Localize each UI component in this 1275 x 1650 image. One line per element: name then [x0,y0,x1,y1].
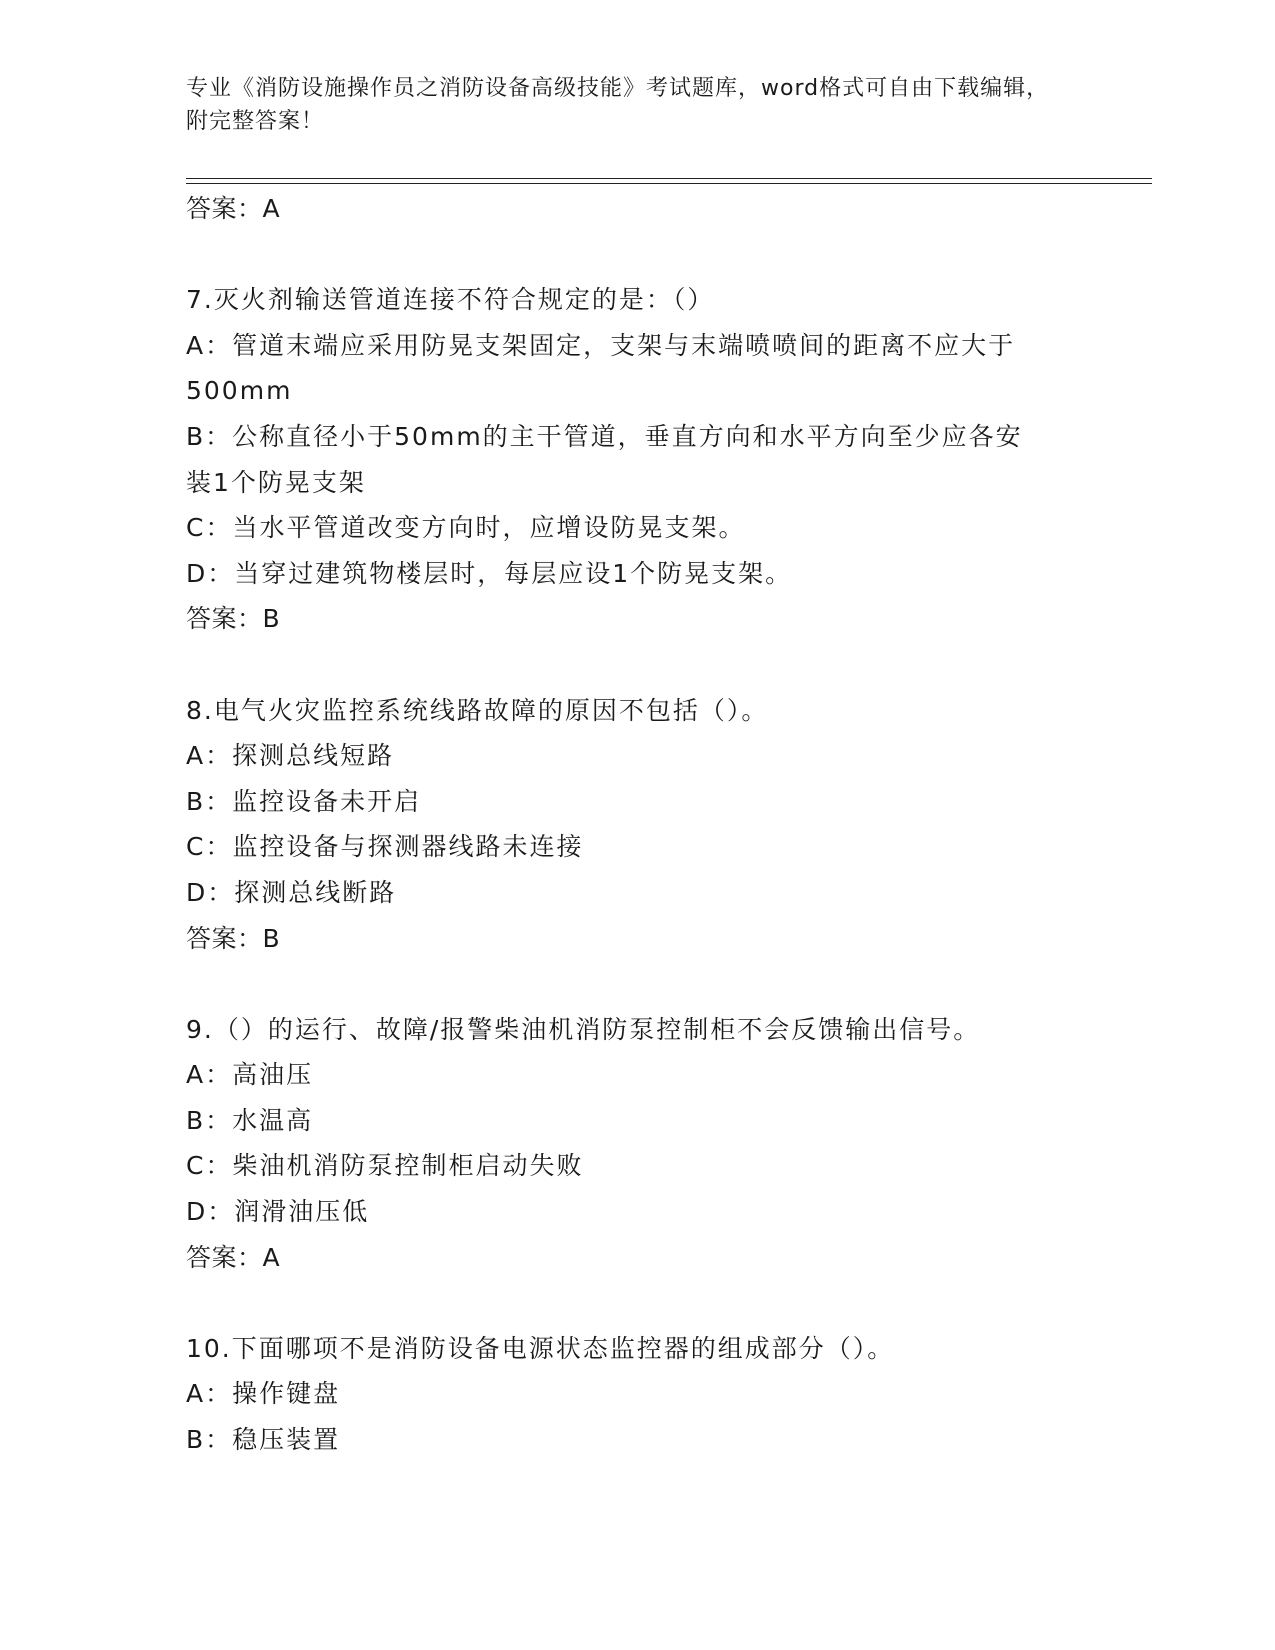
spacer [186,232,1146,278]
spacer [186,961,1146,1007]
option-line: B：稳压装置 [186,1425,341,1455]
document-intro: 专业《消防设施操作员之消防设备高级技能》考试题库，word格式可自由下载编辑，附完整答案！ [186,76,1050,134]
question-stem: 8.电气火灾监控系统线路故障的原因不包括（）。 [186,695,769,725]
option-line: D：当穿过建筑物楼层时，每层应设1个防晃支架。 [186,558,793,588]
question-stem: 9.（）的运行、故障/报警柴油机消防泵控制柜不会反馈输出信号。 [186,1014,981,1044]
question-item [186,1007,1146,1281]
question-item [186,277,1146,642]
option-line: A：操作键盘 [186,1379,341,1409]
header-divider-top [186,178,1152,179]
option-line: A：管道末端应采用防晃支架固定，支架与末端喷喷间的距离不应大于 [186,330,1016,360]
option-line: B：监控设备未开启 [186,786,422,816]
option-line: 500mm [186,376,293,406]
question-stem: 7.灭火剂输送管道连接不符合规定的是：（） [186,285,715,315]
option-line: C：柴油机消防泵控制柜启动失败 [186,1151,584,1181]
option-line: C：监控设备与探测器线路未连接 [186,832,584,862]
header-divider-bottom [186,183,1152,184]
spacer [186,642,1146,688]
option-line: B：公称直径小于50mm的主干管道，垂直方向和水平方向至少应各安 [186,421,1023,451]
answer-line: 答案：A [186,194,281,223]
option-line: A：探测总线短路 [186,741,395,771]
option-line: C：当水平管道改变方向时，应增设防晃支架。 [186,513,746,543]
answer-line: 答案：A [186,1242,281,1272]
question-item [186,688,1146,962]
option-line: 装1个防晃支架 [186,467,366,497]
option-line: A：高油压 [186,1060,314,1090]
option-line: B：水温高 [186,1105,314,1135]
answer-line: 答案：B [186,923,281,953]
question-stem: 10.下面哪项不是消防设备电源状态监控器的组成部分（）。 [186,1333,895,1363]
question-list [186,186,1146,1463]
answer-line: 答案：B [186,604,281,634]
option-line: D：润滑油压低 [186,1197,370,1227]
spacer [186,1280,1146,1326]
question-item [186,1326,1146,1463]
option-line: D：探测总线断路 [186,877,397,907]
